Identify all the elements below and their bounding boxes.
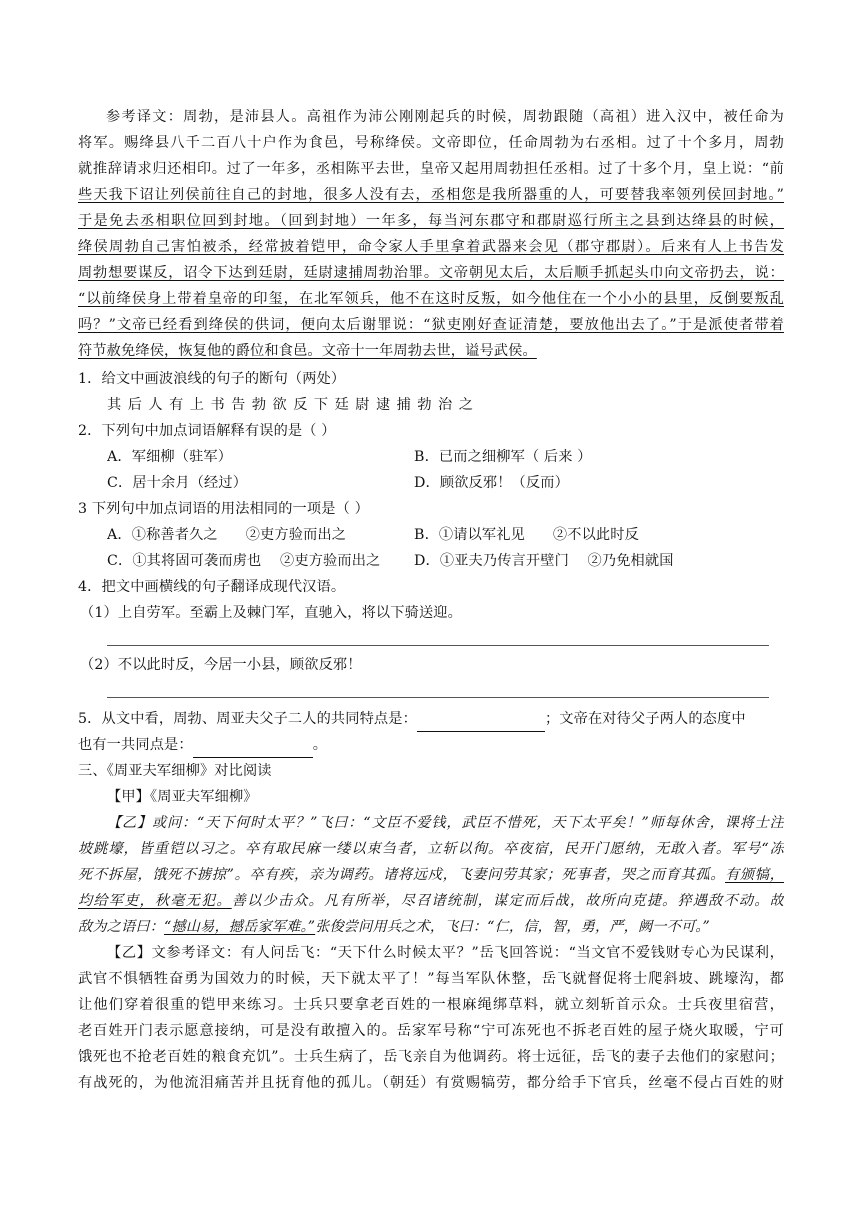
translation-line-1: 参考译文：周勃，是沛县人。高祖作为沛公刚刚起兵的时候，周勃跟随（高祖）进入汉中，被任命为	[106, 109, 784, 125]
yi-text-line-2: 坡跳壕，皆重铠以习之。卒有取民麻一缕以束刍者，立斩以徇。卒夜宿，民开门愿纳，无敢入者。军号“冻	[78, 841, 784, 857]
yi-translation-line-5: 饿死也不抢老百姓的粮食充饥”。士兵生病了，岳飞亲自为他调药。将士远征，岳飞的妻子去他们的家慰问；	[78, 1049, 784, 1065]
yi-text-line-1: 【乙】或问：“天下何时太平？”飞曰：“文臣不爱钱，武臣不惜死，天下太平矣！”师每休舍，课将士注	[107, 815, 784, 831]
section-jia-title: 【甲】《周亚夫军细柳》	[107, 789, 258, 805]
q2-option-b: B．已而之细柳军（ 后来 ）	[414, 449, 592, 465]
translation-line-10: 符节赦免绛侯，恢复他的爵位和食邑。文帝十一年周勃去世，谥号武侯。	[78, 343, 537, 359]
question-5-line-1	[78, 706, 784, 732]
yi-translation-line-4: 老百姓开门表示愿意接纳，可是没有敢擅入的。岳家军号称“宁可冻死也不拆老百姓的屋子烧火取暖，宁可	[78, 1023, 784, 1039]
q3-option-b: B．①请以军礼见 ②不以此时反	[414, 527, 639, 543]
question-4-sentence-2: （2）不以此时反，今居一小县，顾欲反邪！	[80, 657, 362, 673]
question-5-line-2	[78, 732, 784, 758]
q5-part2: ；文帝在对待父子两人的态度中	[544, 711, 746, 727]
yi-text-line-5: 敌为之语曰：“撼山易，撼岳家军难。”张俊尝问用兵之术，飞曰：“仁，信，智，勇，严，阙一不可。”	[78, 919, 710, 935]
yi-translation-line-6: 有战死的，为他流泪痛苦并且抚育他的孤儿。（朝廷）有赏赐犒劳，都分给手下官兵，丝毫不侵占百姓的财	[78, 1075, 784, 1091]
yi-translation-line-3: 让他们穿着很重的铠甲来练习。士兵只要拿老百姓的一根麻绳绑草料，就立刻斩首示众。士兵夜里宿营，	[78, 997, 784, 1013]
question-4-sentence-1: （1）上自劳军。至霸上及棘门军，直驰入，将以下骑送迎。	[80, 605, 462, 621]
question-1-stem: 1．给文中画波浪线的句子的断句（两处）	[78, 371, 346, 387]
q2-option-c: C．居十余月（经过）	[107, 475, 248, 491]
translation-line-3: 就推辞请求归还相印。过了一年多，丞相陈平去世，皇帝又起用周勃担任丞相。过了十多个月，皇上说：“前	[78, 161, 784, 177]
question-3-stem: 3 下列句中加点词语的用法相同的一项是（ ）	[78, 501, 369, 517]
yi-underlined-phrase-2: 均给军吏，秋毫无犯。	[78, 893, 232, 909]
question-2-stem: 2．下列句中加点词语解释有误的是（ ）	[78, 423, 336, 439]
answer-line-2[interactable]	[107, 697, 769, 698]
q5-blank-2[interactable]	[193, 740, 313, 758]
q2-option-d: D．顾欲反邪！（反而）	[414, 475, 569, 491]
q5-part3: 也有一共同点是：	[78, 737, 193, 753]
yi-translation-line-2: 武官不惧牺牲奋勇为国效力的时候，天下就太平了！”每当军队休整，岳飞就督促将士爬斜坡、跳壕沟，都	[78, 971, 784, 987]
q5-blank-1[interactable]	[417, 714, 545, 732]
q3-option-a: A．①称善者久之 ②吏方验而出之	[107, 527, 347, 543]
yi-underlined-phrase-3: “撼山易，撼岳家军难。”	[164, 919, 316, 935]
translation-line-7: 周勃想要谋反，诏令下达到廷尉，廷尉逮捕周勃治罪。文帝朝见太后，太后顺手抓起头巾向文帝扔去，说：	[78, 265, 784, 281]
translation-line-6: 绛侯周勃自己害怕被杀，经常披着铠甲，命令家人手里拿着武器来会见（郡守郡尉）。后来有人上书告发	[78, 239, 784, 255]
translation-line-4: 些天我下诏让列侯前往自己的封地，很多人没有去，丞相您是我所器重的人，可要替我率领列侯回封地。”	[78, 187, 784, 203]
translation-line-5: 于是免去丞相职位回到封地。（回到封地）一年多，每当河东郡守和郡尉巡行所主之县到达绛县的时候，	[78, 213, 784, 229]
yi-underlined-phrase-1: 有颁犒，	[725, 867, 784, 883]
q3-option-c: C．①其将固可袭而虏也 ②吏方验而出之	[107, 553, 381, 569]
q2-option-a: A．军细柳（驻军）	[107, 449, 233, 465]
translation-line-9: 吗？”文帝已经看到绛侯的供词，便向太后谢罪说：“狱吏刚好查证清楚，要放他出去了。”于是派使者带着	[78, 317, 784, 333]
yi-text-line-4: 均给军吏，秋毫无犯。善以少击众。凡有所举，尽召诸统制，谋定而后战，故所向克捷。猝遇敌不动。故	[78, 893, 784, 909]
q3-option-d: D．①亚夫乃传言开壁门 ②乃免相就国	[414, 553, 674, 569]
yi-translation-line-1: 【乙】文参考译文：有人问岳飞：“天下什么时候太平？”岳飞回答说：“当文官不爱钱财专心为民谋利，	[107, 945, 784, 961]
question-1-sentence: 其后人有上书告勃欲反下廷尉逮捕勃治之	[107, 397, 480, 413]
translation-line-8: “以前绛侯身上带着皇帝的印玺，在北军领兵，他不在这时反叛，如今他住在一个小小的县里，反倒要叛乱	[78, 291, 784, 307]
q5-part1: 5．从文中看，周勃、周亚夫父子二人的共同特点是：	[78, 711, 417, 727]
question-4-stem: 4．把文中画横线的句子翻译成现代汉语。	[78, 579, 346, 595]
section-3-title: 三、《周亚夫军细柳》对比阅读	[78, 763, 272, 779]
q5-part4: 。	[312, 737, 328, 753]
translation-line-2: 将军。赐绛县八千二百八十户作为食邑，号称绛侯。文帝即位，任命周勃为右丞相。过了十个多月，周勃	[78, 135, 784, 151]
yi-text-line-3: 死不拆屋，饿死不掳掠”。卒有疾，亲为调药。诸将远戍，飞妻问劳其家；死事者，哭之而育其孤。有颁犒，	[78, 867, 784, 883]
answer-line-1[interactable]	[107, 645, 769, 646]
